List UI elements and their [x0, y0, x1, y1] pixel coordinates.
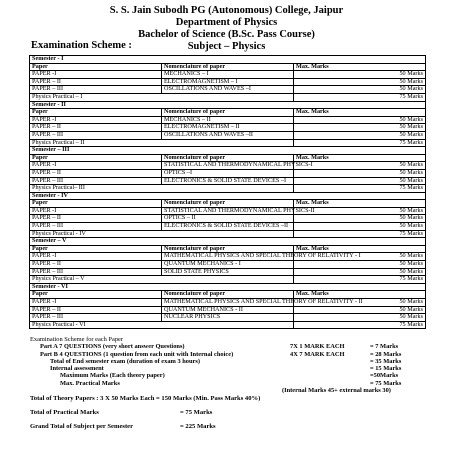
grand-total — [30, 423, 260, 430]
paper-number: PAPER – III — [30, 223, 162, 231]
paper-nomenclature: QUANTUM MECHANICS - I — [162, 261, 294, 269]
paper-max-marks: 50 Marks — [294, 177, 426, 185]
paper-nomenclature: STATISTICAL AND THERMODYNAMICAL PHYSICS-II — [162, 207, 294, 215]
practical-name: Physics Practical - VI — [30, 321, 294, 329]
paper-max-marks: 75 Marks — [294, 230, 426, 238]
paper-nomenclature: OSCILLATIONS AND WAVES –I — [162, 86, 294, 94]
paper-max-marks: 50 Marks — [294, 299, 426, 307]
paper-number: PAPER – II — [30, 169, 162, 177]
internal-value: = 15 Marks — [370, 365, 402, 373]
table-row — [30, 177, 426, 185]
max-practical-value: = 75 Marks — [370, 379, 402, 387]
table-row — [30, 86, 426, 94]
paper-nomenclature: OSCILLATIONS AND WAVES –II — [162, 131, 294, 139]
table-row — [30, 207, 426, 215]
paper-nomenclature: ELECTRONICS & SOLID STATE DEVICES –II — [162, 223, 294, 231]
table-row — [30, 276, 426, 284]
paper-number: PAPER – III — [30, 86, 162, 94]
paper-nomenclature: MATHEMATICAL PHYSICS AND SPECIAL THEORY OF RELATIVITY - II — [162, 299, 294, 307]
practical-name: Physics Practical – I — [30, 93, 294, 101]
semester-row — [30, 192, 426, 200]
course-name: Bachelor of Science (B.Sc. Pass Course) — [138, 29, 315, 40]
paper-max-marks: 50 Marks — [294, 131, 426, 139]
table-row — [30, 261, 426, 269]
paper-max-marks: 50 Marks — [294, 306, 426, 314]
paper-number: PAPER -I — [30, 116, 162, 124]
table-header-row — [30, 109, 426, 117]
paper-number: PAPER – II — [30, 306, 162, 314]
part-b-marks-each: 4X 7 MARK EACH — [290, 350, 345, 358]
paper-max-marks: 50 Marks — [294, 261, 426, 269]
part-a-value: = 7 Marks — [370, 343, 399, 351]
max-theory-value: =50Marks — [370, 372, 399, 380]
semester-row — [30, 147, 426, 155]
paper-max-marks: 50 Marks — [294, 71, 426, 79]
part-a-text: Part A 7 QUESTIONS (very short answer Questions) — [40, 343, 185, 351]
header-max-marks: Max. Marks — [294, 63, 426, 71]
theory-total: Total of Theory Papers : 3 X 50 Marks Each = 150 Marks (Min. Pass Marks 40%) — [30, 395, 261, 402]
paper-max-marks: 50 Marks — [294, 162, 426, 170]
paper-nomenclature: STATISTICAL AND THERMODYNAMICAL PHYSICS-I — [162, 162, 294, 170]
header-nomenclature: Nomenclature of paper — [162, 154, 294, 162]
max-practical-line — [30, 380, 430, 387]
table-header-row — [30, 63, 426, 71]
semester-label: Semester - II — [30, 101, 426, 109]
paper-number: PAPER – II — [30, 78, 162, 86]
part-b-text: Part B 4 QUESTIONS (1 question from each unit with Internal choice) — [40, 350, 234, 358]
exam-scheme-notes — [30, 336, 430, 394]
paper-max-marks: 50 Marks — [294, 86, 426, 94]
paper-max-marks: 50 Marks — [294, 253, 426, 261]
header-paper: Paper — [30, 109, 162, 117]
semester-label: Semester - IV — [30, 192, 426, 200]
paper-nomenclature: MECHANICS – II — [162, 116, 294, 124]
semester-row — [30, 238, 426, 246]
paper-number: PAPER – II — [30, 215, 162, 223]
paper-nomenclature: MATHEMATICAL PHYSICS AND SPECIAL THEORY OF RELATIVITY - I — [162, 253, 294, 261]
table-row — [30, 306, 426, 314]
header-nomenclature: Nomenclature of paper — [162, 63, 294, 71]
header-paper: Paper — [30, 245, 162, 253]
paper-max-marks: 50 Marks — [294, 78, 426, 86]
table-row — [30, 230, 426, 238]
paper-max-marks: 75 Marks — [294, 185, 426, 193]
max-practical-text: Max. Practical Marks — [60, 379, 120, 387]
paper-number: PAPER – II — [30, 124, 162, 132]
end-sem-value: = 35 Marks — [370, 357, 402, 365]
paper-number: PAPER – III — [30, 131, 162, 139]
max-theory-line — [30, 372, 430, 379]
practical-split-text: (Internal Marks 45+ external marks 30) — [282, 387, 391, 395]
header-nomenclature: Nomenclature of paper — [162, 200, 294, 208]
header-nomenclature: Nomenclature of paper — [162, 109, 294, 117]
paper-nomenclature: ELECTROMAGNETISM – I — [162, 78, 294, 86]
header-paper: Paper — [30, 154, 162, 162]
paper-nomenclature: OPTICS – II — [162, 215, 294, 223]
paper-nomenclature: NUCLEAR PHYSICS — [162, 314, 294, 322]
paper-number: PAPER -I — [30, 299, 162, 307]
header-max-marks: Max. Marks — [294, 109, 426, 117]
spacer — [30, 402, 260, 409]
paper-number: PAPER – III — [30, 314, 162, 322]
notes-title: Examination Scheme for each Paper — [30, 336, 123, 343]
semester-label: Semester – V — [30, 238, 426, 246]
paper-number: PAPER -I — [30, 71, 162, 79]
table-row — [30, 314, 426, 322]
paper-nomenclature: SOLID STATE PHYSICS — [162, 268, 294, 276]
paper-max-marks: 50 Marks — [294, 223, 426, 231]
paper-max-marks: 75 Marks — [294, 321, 426, 329]
subject-name: Subject – Physics — [187, 41, 266, 52]
table-row — [30, 223, 426, 231]
header-nomenclature: Nomenclature of paper — [162, 245, 294, 253]
paper-number: PAPER – II — [30, 261, 162, 269]
practical-total-label: Total of Practical Marks — [30, 409, 99, 416]
totals-block — [30, 395, 260, 430]
header-max-marks: Max. Marks — [294, 291, 426, 299]
header-max-marks: Max. Marks — [294, 154, 426, 162]
max-theory-text: Maximum Marks (Each theory paper) — [60, 372, 165, 380]
part-b-value: = 28 Marks — [370, 350, 402, 358]
grand-total-value: = 225 Marks — [180, 423, 216, 430]
paper-max-marks: 75 Marks — [294, 276, 426, 284]
paper-max-marks: 50 Marks — [294, 116, 426, 124]
examination-table — [29, 55, 426, 329]
paper-max-marks: 50 Marks — [294, 207, 426, 215]
end-sem-text: Total of End semester exam (duration of exam 3 hours) — [50, 357, 200, 365]
paper-max-marks: 50 Marks — [294, 169, 426, 177]
table-row — [30, 185, 426, 193]
semester-label: Semester - I — [30, 56, 426, 64]
internal-text: Internal assessment — [50, 365, 104, 373]
semester-row — [30, 56, 426, 64]
table-row — [30, 268, 426, 276]
table-row — [30, 169, 426, 177]
paper-nomenclature: OPTICS –I — [162, 169, 294, 177]
practical-total — [30, 409, 260, 416]
department-name: Department of Physics — [175, 17, 278, 28]
table-row — [30, 299, 426, 307]
paper-number: PAPER – III — [30, 268, 162, 276]
paper-number: PAPER -I — [30, 253, 162, 261]
paper-max-marks: 75 Marks — [294, 93, 426, 101]
practical-total-value: = 75 Marks — [180, 409, 213, 416]
paper-max-marks: 50 Marks — [294, 268, 426, 276]
internal-line — [30, 365, 430, 372]
grand-total-label: Grand Total of Subject per Semester — [30, 423, 133, 430]
semester-row — [30, 283, 426, 291]
semester-label: Semester – III — [30, 147, 426, 155]
header-paper: Paper — [30, 200, 162, 208]
paper-nomenclature: QUANTUM MECHANICS - II — [162, 306, 294, 314]
paper-max-marks: 50 Marks — [294, 314, 426, 322]
table-row — [30, 131, 426, 139]
paper-max-marks: 50 Marks — [294, 124, 426, 132]
header-paper: Paper — [30, 291, 162, 299]
practical-name: Physics Practical - IV — [30, 230, 294, 238]
table-row — [30, 93, 426, 101]
part-b-line — [30, 351, 430, 358]
header-nomenclature: Nomenclature of paper — [162, 291, 294, 299]
spacer — [30, 416, 260, 423]
table-row — [30, 139, 426, 147]
part-a-line — [30, 343, 430, 350]
college-name: S. S. Jain Subodh PG (Autonomous) College, Jaipur — [109, 5, 344, 16]
paper-nomenclature: ELECTROMAGNETISM – II — [162, 124, 294, 132]
paper-number: PAPER -I — [30, 162, 162, 170]
paper-nomenclature: MECHANICS – I — [162, 71, 294, 79]
paper-max-marks: 75 Marks — [294, 139, 426, 147]
header-max-marks: Max. Marks — [294, 200, 426, 208]
scheme-title: Examination Scheme : — [31, 40, 132, 51]
practical-split-line — [30, 387, 430, 394]
part-a-marks-each: 7X 1 MARK EACH — [290, 343, 345, 351]
semester-label: Semester - VI — [30, 283, 426, 291]
table-row — [30, 321, 426, 329]
end-sem-line — [30, 358, 430, 365]
practical-name: Physics Practical – II — [30, 139, 294, 147]
table-row — [30, 162, 426, 170]
paper-number: PAPER -I — [30, 207, 162, 215]
paper-nomenclature: ELECTRONICS & SOLID STATE DEVICES –I — [162, 177, 294, 185]
header-max-marks: Max. Marks — [294, 245, 426, 253]
practical-name: Physics Practical– III — [30, 185, 294, 193]
semester-row — [30, 101, 426, 109]
header-paper: Paper — [30, 63, 162, 71]
paper-number: PAPER – III — [30, 177, 162, 185]
paper-max-marks: 50 Marks — [294, 215, 426, 223]
practical-name: Physics Practical – V — [30, 276, 294, 284]
